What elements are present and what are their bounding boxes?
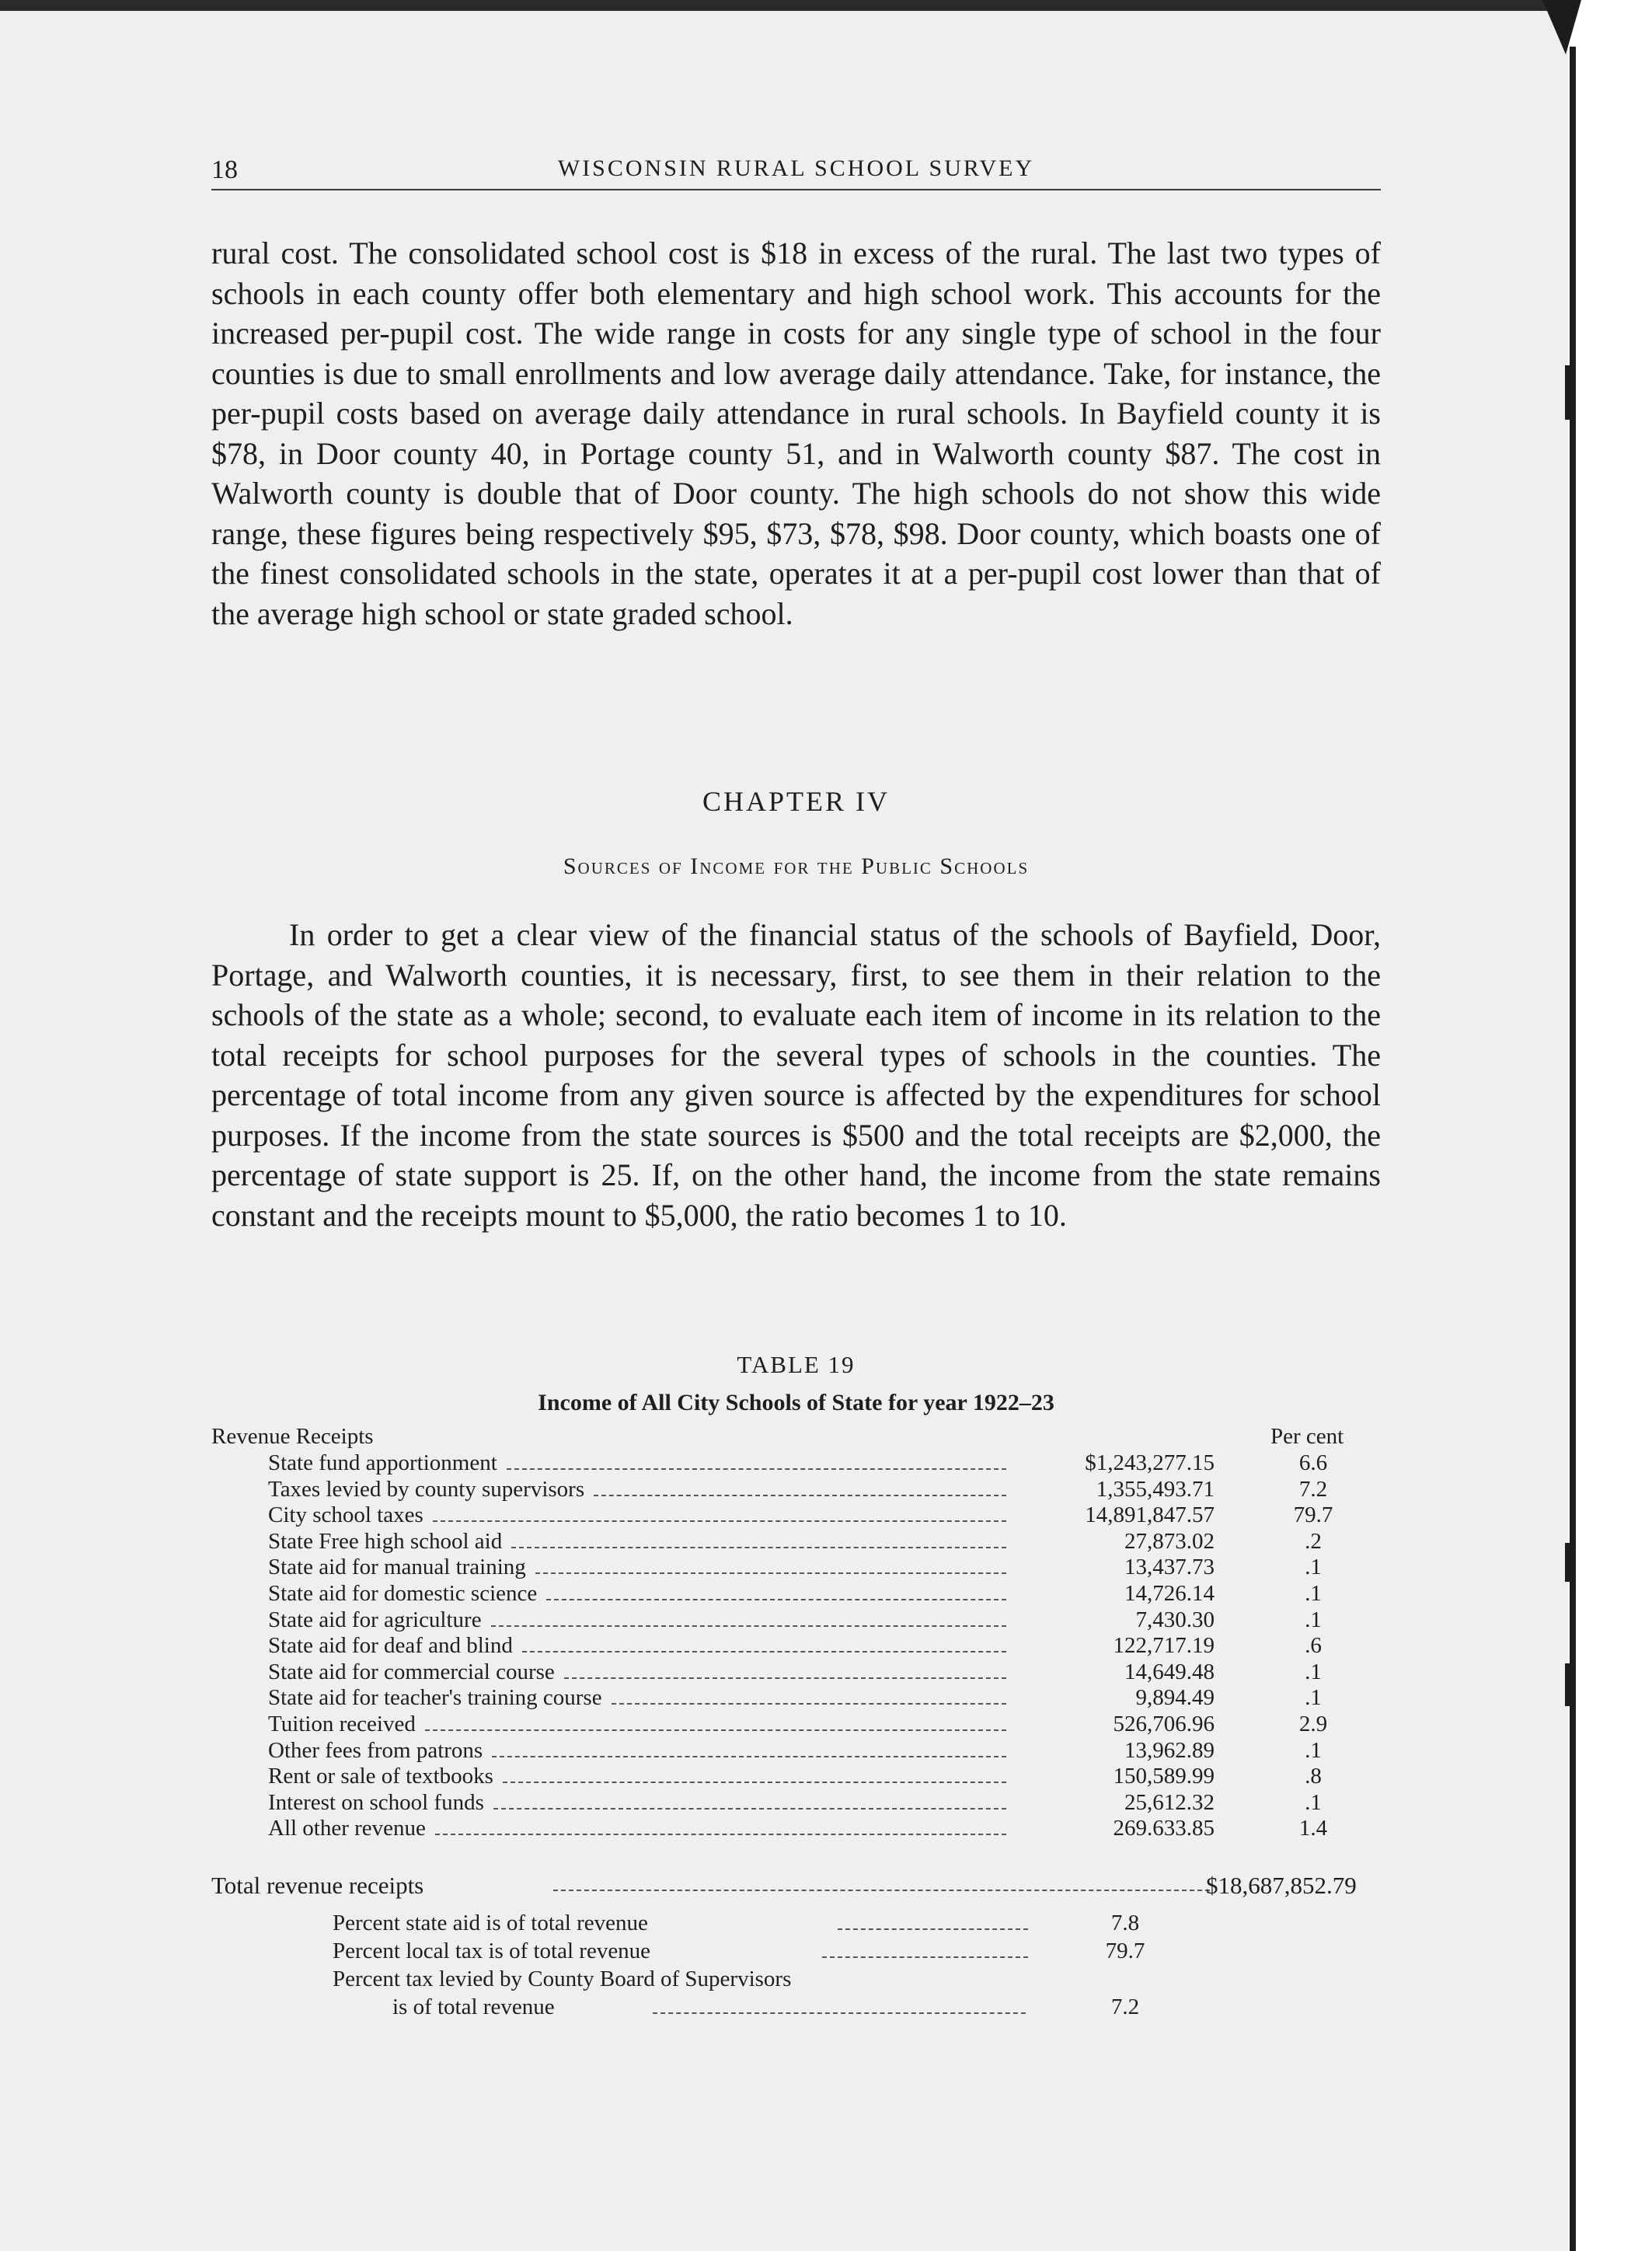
table-row [268,1816,1651,1841]
table-row [268,1790,1651,1816]
table-row [268,1607,1651,1633]
row-amount: 526,706.96 [1113,1712,1215,1736]
table-row [268,1502,1651,1528]
row-percent: .1 [1305,1607,1322,1632]
row-amount: 14,649.48 [1124,1659,1215,1684]
row-label: City school taxes [268,1502,423,1528]
table-row [268,1555,1651,1580]
row-percent: 6.6 [1298,1450,1328,1475]
intro-paragraph: rural cost. The consolidated school cost is $18 in excess of the rural. The last two types of schools in each county offer both elementary and high school work. This accounts for the increased per-pupil cost. The wide range in costs for any single type of school in the four counties is due to small enrollments and low average daily attendance. Take, for instance, the per-pupil costs based on average daily attendance in rural schools. In Bayfield county it is $78, in Door county 40, in Portage county 51, and in Walworth county $87. The cost in Walworth county is double that of Door county. The high schools do not show this wide range, these figures being respectively $95, $73, $78, $98. Door county, which boasts one of the finest consolidated schools in the state, operates it at a per-pupil cost lower than that of the average high school or state graded school. [211,236,1381,631]
row-amount: 14,891,847.57 [1085,1502,1215,1528]
row-percent: .1 [1305,1581,1322,1606]
summary-row [333,1911,1420,1936]
row-label: Other fees from patrons [268,1737,483,1763]
table-row [268,1738,1651,1764]
leader-dots [553,1890,1210,1891]
summary-label: Percent tax levied by County Board of Supervisors [333,1967,792,1991]
row-percent: .6 [1305,1633,1322,1659]
row-amount: 13,962.89 [1124,1737,1215,1763]
page-number: 18 [211,155,238,184]
table-row [268,1764,1651,1789]
row-percent: .1 [1305,1789,1322,1815]
row-label: State aid for commercial course [268,1659,555,1684]
summary-row [333,1967,1420,1992]
summary-value: 7.2 [1110,1994,1140,2019]
row-amount: 14,726.14 [1124,1581,1215,1606]
row-percent: .1 [1305,1555,1322,1580]
table-row [268,1529,1651,1555]
row-label: State aid for teacher's training course [268,1685,602,1711]
row-label: State fund apportionment [268,1450,497,1475]
table-row [268,1477,1651,1502]
row-label: Rent or sale of textbooks [268,1764,493,1789]
row-amount: 27,873.02 [1124,1528,1215,1554]
total-row [211,1872,1439,1900]
leader-dots [653,2012,1026,2014]
scan-right-margin [1568,0,1652,2251]
table-caption: Income of All City Schools of State for year 1922–23 [538,1390,1054,1415]
table-row [268,1712,1651,1737]
row-percent: 2.9 [1298,1712,1328,1736]
summary-row [333,1939,1420,1964]
row-label: State Free high school aid [268,1528,503,1554]
row-amount: $1,243,277.15 [1085,1450,1215,1475]
row-percent: 79.7 [1293,1502,1333,1528]
row-amount: 1,355,493.71 [1096,1476,1215,1502]
row-amount: 25,612.32 [1124,1789,1215,1815]
summary-value: 7.8 [1110,1911,1140,1935]
row-label: All other revenue [268,1816,426,1841]
row-label: Tuition received [268,1712,416,1736]
total-amount: $18,687,852.79 [1206,1872,1357,1899]
page-header [211,152,1381,190]
summary-label: Percent local tax is of total revenue [333,1939,651,1963]
table-row [268,1659,1651,1685]
row-amount: 7,430.30 [1135,1607,1215,1632]
row-percent: .8 [1305,1764,1322,1789]
summary-label: Percent state aid is of total revenue [333,1911,648,1935]
scan-top-edge [0,0,1554,11]
chapter-subtitle: Sources of Income for the Public Schools [563,853,1030,879]
summary-value: 79.7 [1105,1939,1145,1963]
table-label: TABLE 19 [737,1351,856,1378]
row-percent: .1 [1305,1659,1322,1684]
row-percent: .2 [1305,1528,1322,1554]
row-label: State aid for domestic science [268,1581,538,1606]
row-percent: 1.4 [1298,1816,1328,1841]
row-label: Taxes levied by county supervisors [268,1476,585,1502]
row-label: State aid for manual training [268,1555,526,1580]
row-amount: 150,589.99 [1113,1764,1215,1789]
percent-column-header: Per cent [1270,1424,1344,1449]
spine-mark [1565,365,1574,420]
summary-label: is of total revenue [392,1994,555,2019]
table-row [268,1450,1651,1476]
summary-row [392,1994,1480,2020]
leader-dots [838,1928,1028,1930]
row-amount: 269.633.85 [1113,1816,1215,1841]
row-label: Interest on school funds [268,1789,484,1815]
row-amount: 122,717.19 [1113,1633,1215,1659]
row-label: State aid for agriculture [268,1607,482,1632]
leader-dots [822,1956,1028,1958]
total-label: Total revenue receipts [211,1872,424,1899]
row-label: State aid for deaf and blind [268,1633,513,1659]
table-row [268,1633,1651,1659]
row-percent: .1 [1305,1737,1322,1763]
chapter-paragraph: In order to get a clear view of the financial status of the schools of Bayfield, Door, Portage, and Walworth counties, it is necessary, first, to see them in their relation to the schools of the state as a whole; second, to evaluate each item of income in its relation to the total receipts for school purposes for the several types of schools in the counties. The percentage of total income from any given source is affected by the expenditures for school purposes. If the income from the state sources is $500 and the total receipts are $2,000, the percentage of state support is 25. If, on the other hand, the income from the state remains constant and the receipts mount to $5,000, the ratio becomes 1 to 10. [211,917,1381,1233]
table-row [268,1581,1651,1607]
chapter-title: CHAPTER IV [702,786,890,817]
table-row [268,1685,1651,1711]
row-amount: 9,894.49 [1135,1685,1215,1711]
running-title: WISCONSIN RURAL SCHOOL SURVEY [557,155,1035,181]
revenue-column-label: Revenue Receipts [211,1424,374,1449]
row-percent: .1 [1305,1685,1322,1711]
row-percent: 7.2 [1298,1476,1328,1502]
row-amount: 13,437.73 [1124,1555,1215,1580]
corner-mark [1542,0,1581,54]
